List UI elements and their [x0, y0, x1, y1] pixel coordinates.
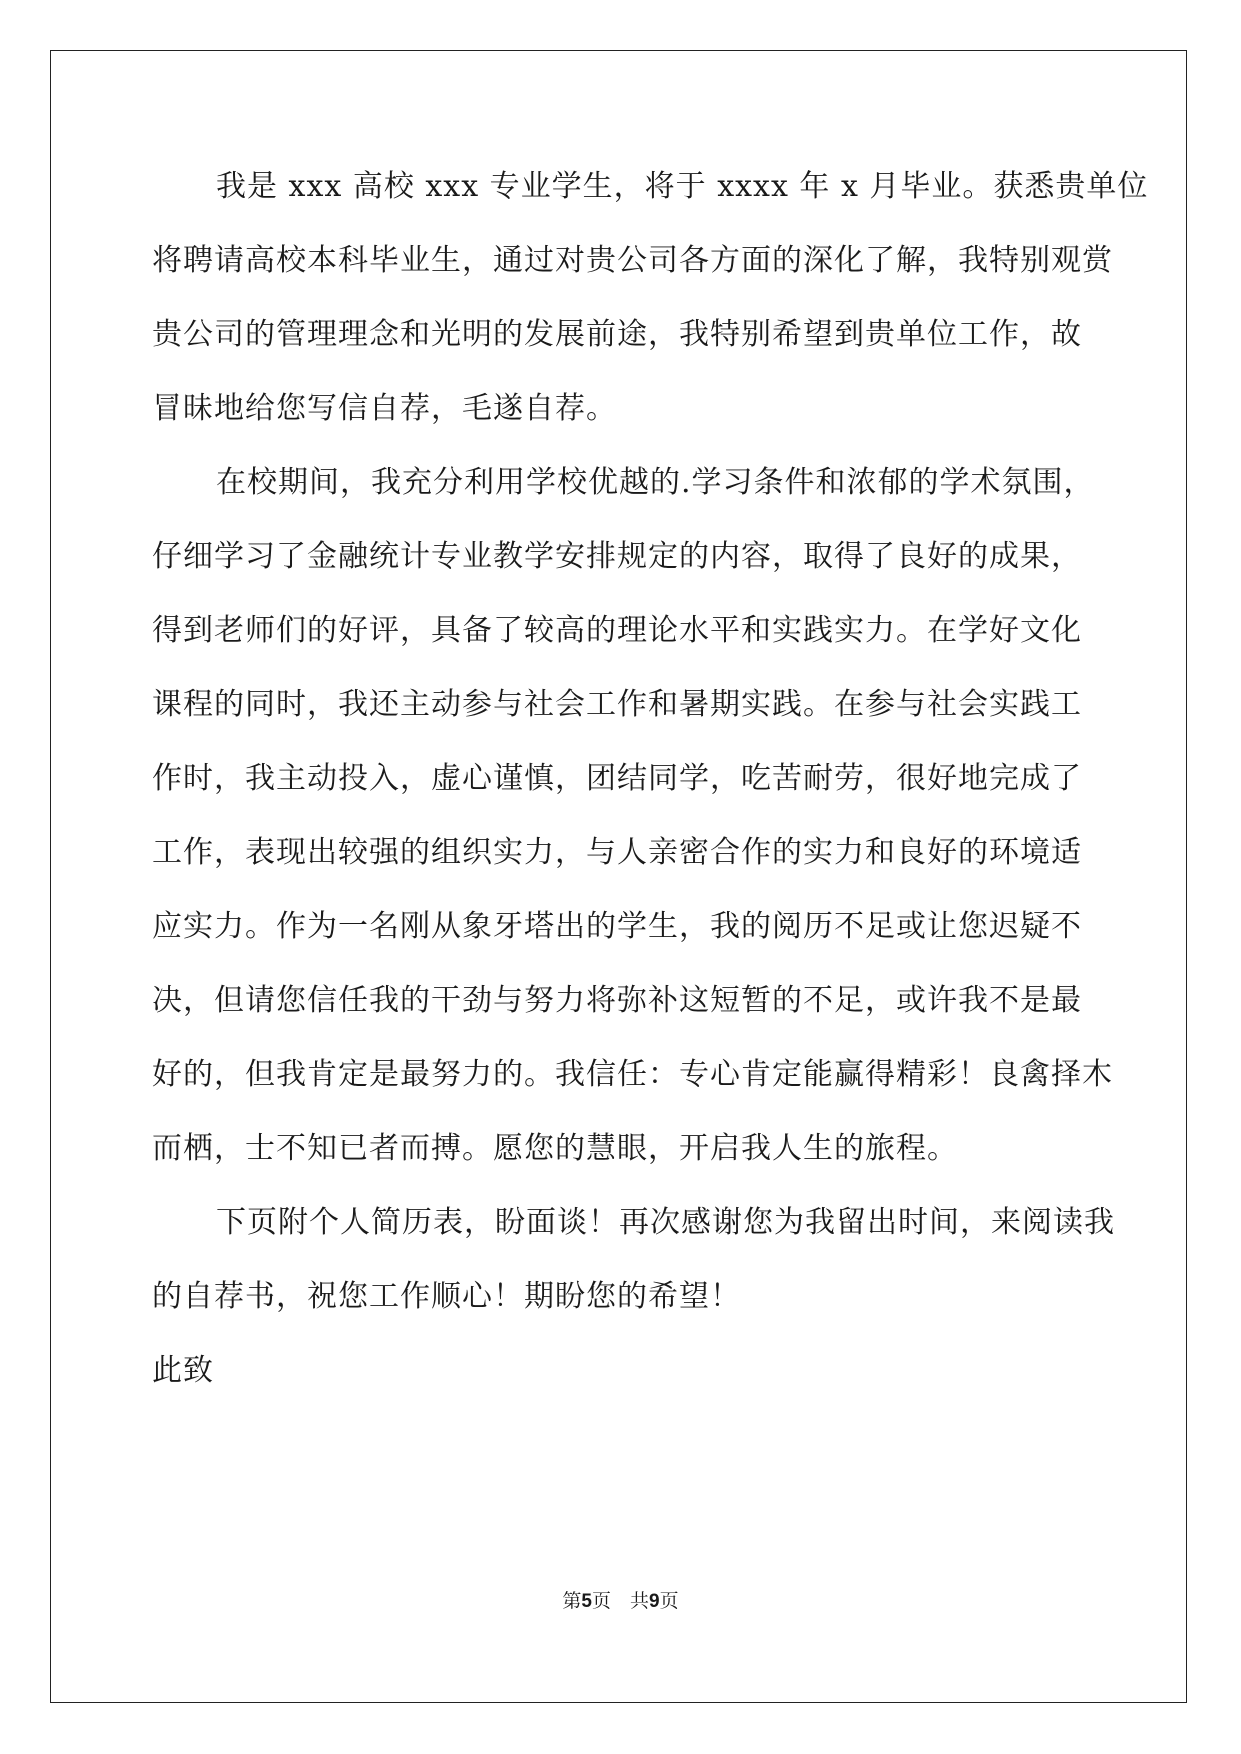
paragraph-2-line-1: 在校期间，我充分利用学校优越的.学习条件和浓郁的学术氛围， — [216, 465, 1095, 500]
paragraph-2-line-10: 而栖，士不知已者而搏。愿您的慧眼，开启我人生的旅程。 — [152, 1131, 958, 1166]
paragraph-1-line-1: 我是 xxx 高校 xxx 专业学生，将于 xxxx 年 x 月毕业。获悉贵单位 — [216, 169, 1149, 204]
paragraph-2-line-4: 课程的同时，我还主动参与社会工作和暑期实践。在参与社会实践工 — [152, 687, 1082, 722]
paragraph-2-line-7: 应实力。作为一名刚从象牙塔出的学生，我的阅历不足或让您迟疑不 — [152, 909, 1082, 944]
paragraph-2-line-2: 仔细学习了金融统计专业教学安排规定的内容，取得了良好的成果， — [152, 539, 1082, 574]
paragraph-3-line-2: 的自荐书，祝您工作顺心！期盼您的希望！ — [152, 1279, 741, 1314]
paragraph-2-line-8: 决，但请您信任我的干劲与努力将弥补这短暂的不足，或许我不是最 — [152, 983, 1082, 1018]
paragraph-2-line-9: 好的，但我肯定是最努力的。我信任：专心肯定能赢得精彩！良禽择木 — [152, 1057, 1113, 1092]
closing-salutation: 此致 — [152, 1353, 214, 1388]
paragraph-2-line-3: 得到老师们的好评，具备了较高的理论水平和实践实力。在学好文化 — [152, 613, 1082, 648]
paragraph-3-line-1: 下页附个人简历表，盼面谈！再次感谢您为我留出时间，来阅读我 — [216, 1205, 1115, 1240]
total-page-number: 9 — [649, 1591, 660, 1612]
paragraph-1-line-3: 贵公司的管理理念和光明的发展前途，我特别希望到贵单位工作，故 — [152, 317, 1082, 352]
footer-suffix: 页 — [659, 1590, 679, 1612]
paragraph-1-line-4: 冒昧地给您写信自荐，毛遂自荐。 — [152, 391, 617, 426]
paragraph-2-line-6: 工作，表现出较强的组织实力，与人亲密合作的实力和良好的环境适 — [152, 835, 1082, 870]
current-page-number: 5 — [581, 1591, 592, 1612]
paragraph-2-line-5: 作时，我主动投入，虚心谨慎，团结同学，吃苦耐劳，很好地完成了 — [152, 761, 1082, 796]
page-border — [50, 50, 1187, 1703]
page-number-footer — [0, 1586, 1241, 1613]
footer-prefix: 第 — [562, 1590, 582, 1612]
footer-mid: 页 共 — [591, 1590, 649, 1612]
paragraph-1-line-2: 将聘请高校本科毕业生，通过对贵公司各方面的深化了解，我特别观赏 — [152, 243, 1113, 278]
